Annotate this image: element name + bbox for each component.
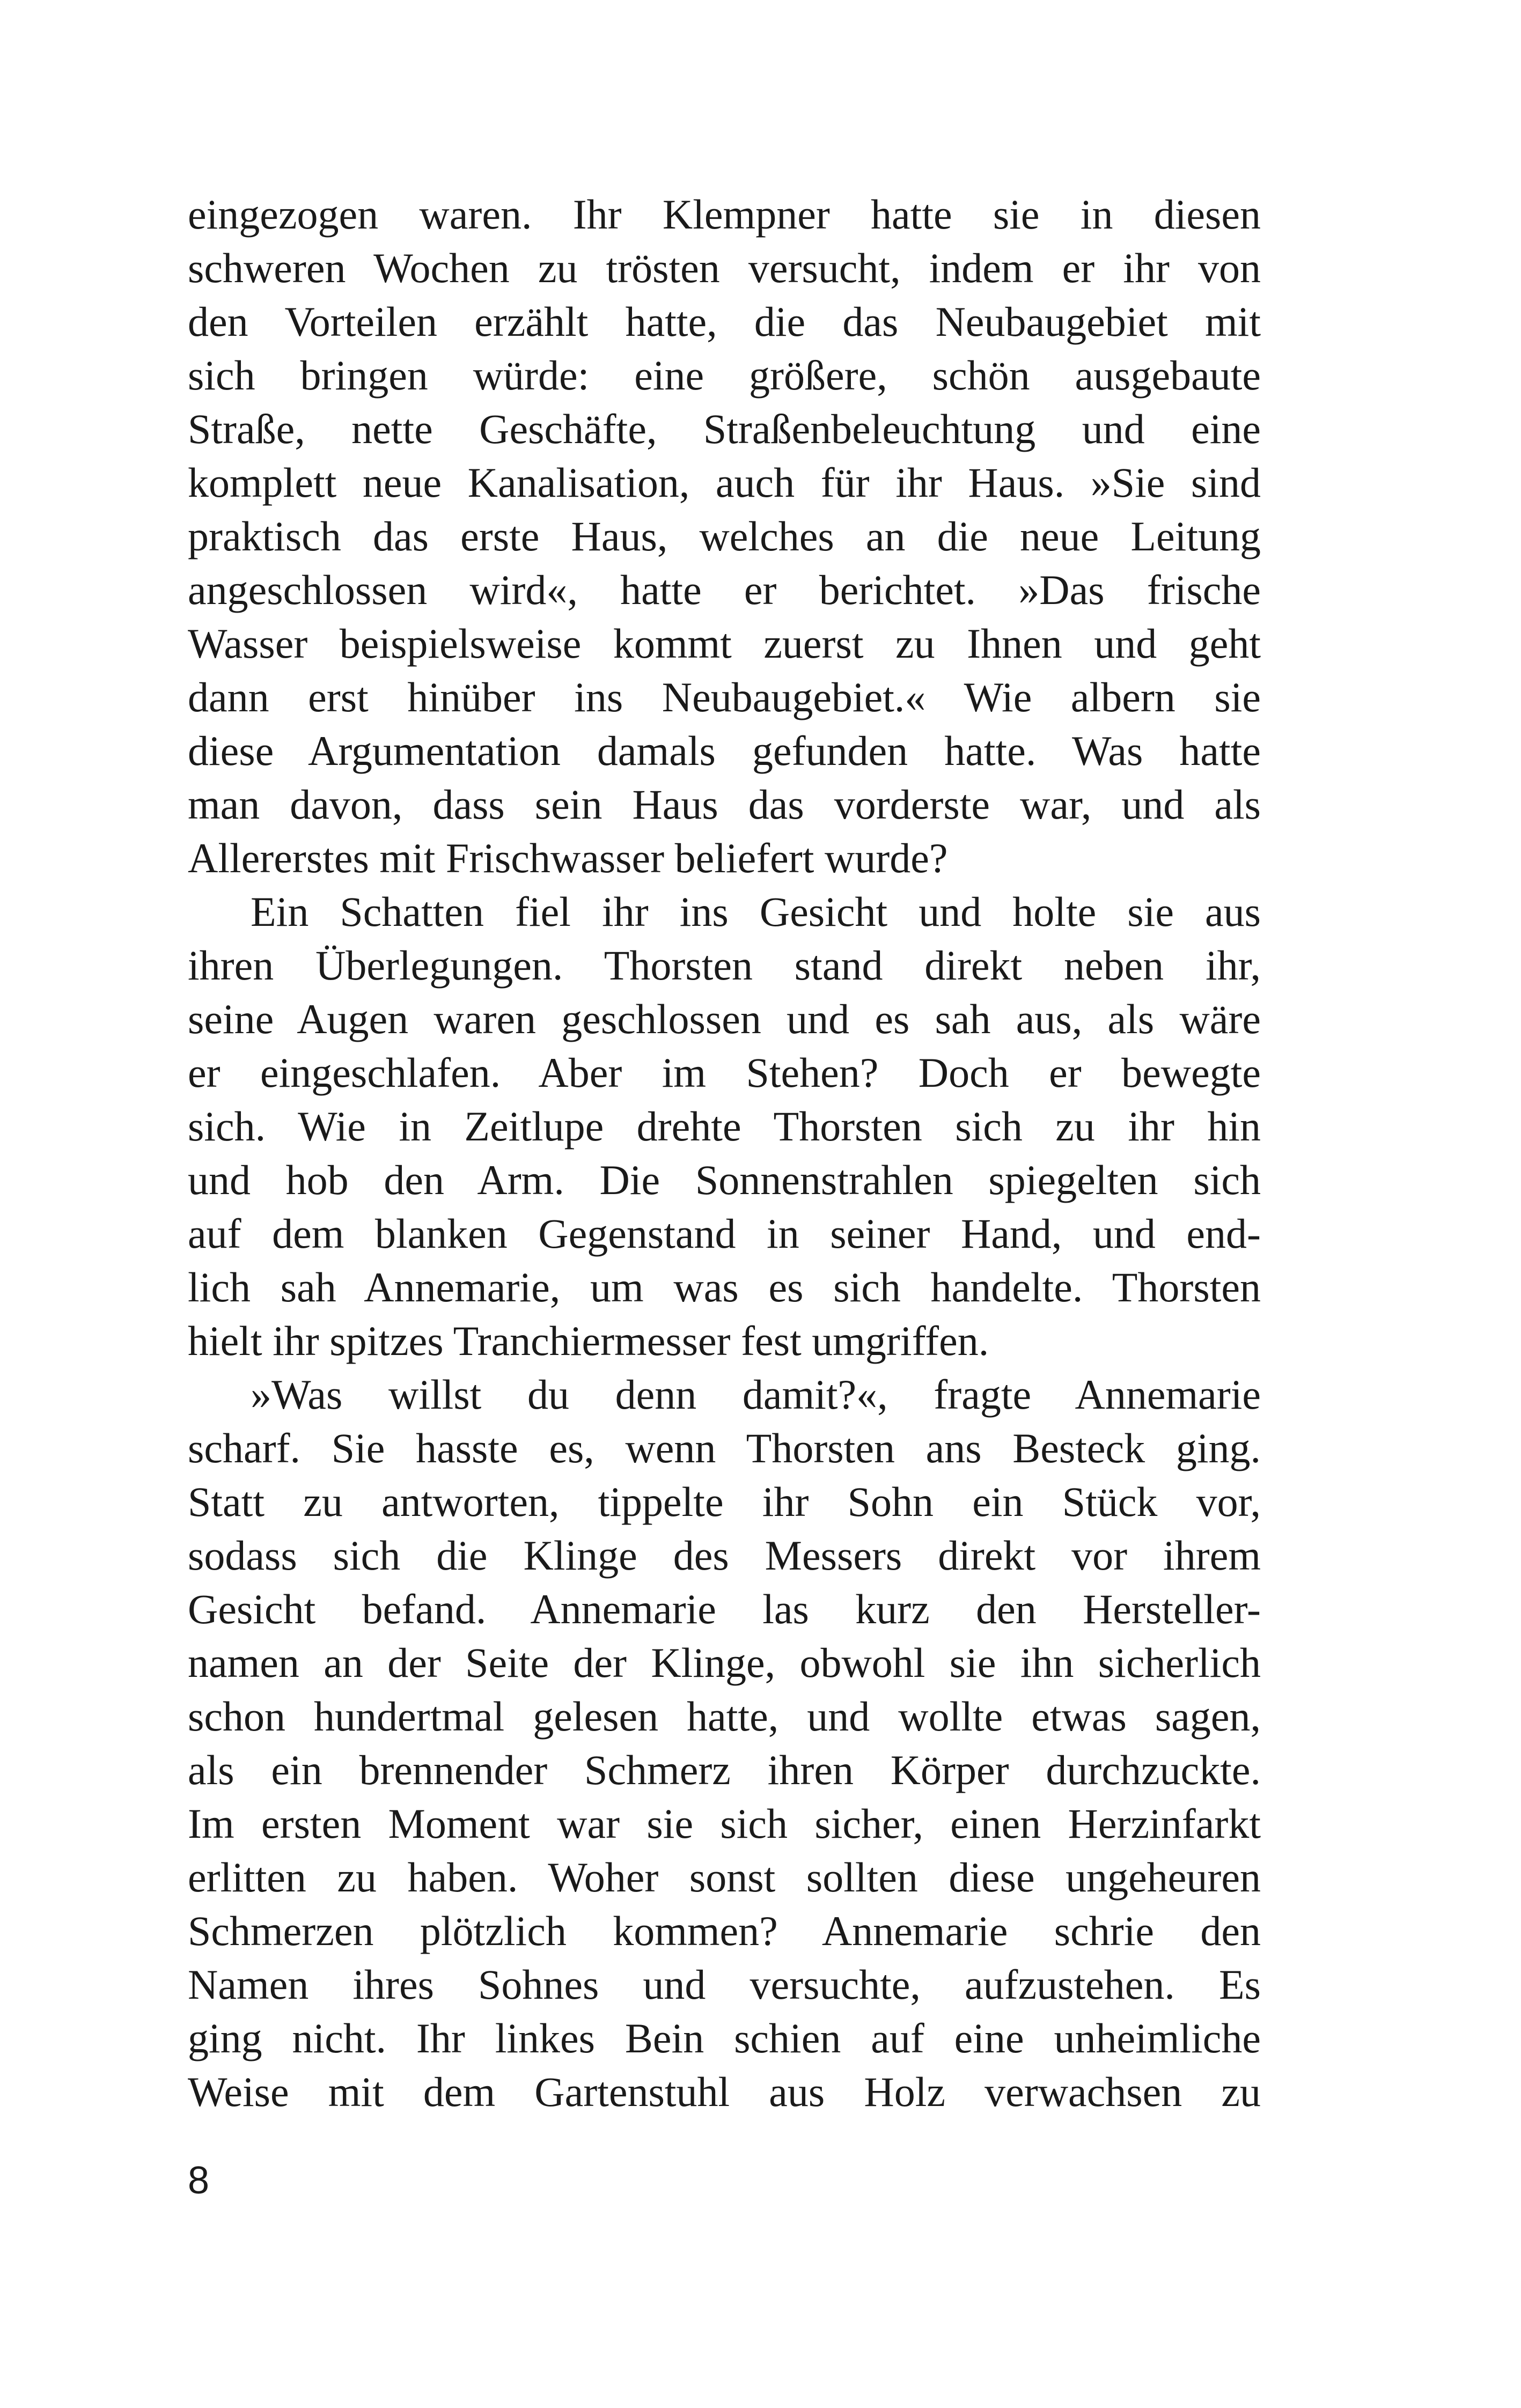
text-line: ihren Überlegungen. Thorsten stand direkt neben ihr, — [188, 942, 1261, 989]
text-line: sodass sich die Klinge des Messers direkt vor ihrem — [188, 1532, 1261, 1579]
text-line: dann erst hinüber ins Neubaugebiet.« Wie albern sie — [188, 674, 1261, 720]
text-line: Namen ihres Sohnes und versuchte, aufzustehen. Es — [188, 1961, 1261, 2008]
text-line: sich. Wie in Zeitlupe drehte Thorsten sich zu ihr hin — [188, 1103, 1261, 1150]
text-line: Schmerzen plötzlich kommen? Annemarie schrie den — [188, 1908, 1261, 1954]
text-line: er eingeschlafen. Aber im Stehen? Doch er bewegte — [188, 1049, 1261, 1096]
text-line: Ein Schatten fiel ihr ins Gesicht und holte sie aus — [251, 888, 1261, 935]
text-line: man davon, dass sein Haus das vorderste war, und als — [188, 781, 1261, 828]
text-line: den Vorteilen erzählt hatte, die das Neubaugebiet mit — [188, 298, 1261, 345]
body-text — [188, 188, 1261, 2119]
text-line: eingezogen waren. Ihr Klempner hatte sie in diesen — [188, 191, 1261, 238]
text-line: praktisch das erste Haus, welches an die neue Leitung — [188, 513, 1261, 559]
page-number: 8 — [188, 2159, 210, 2202]
text-line: Statt zu antworten, tippelte ihr Sohn ein Stück vor, — [188, 1478, 1261, 1525]
paragraph — [188, 1368, 1261, 2119]
text-line: namen an der Seite der Klinge, obwohl sie ihn sicherlich — [188, 1639, 1261, 1686]
text-line: seine Augen waren geschlossen und es sah aus, als wäre — [188, 996, 1261, 1042]
text-line: hielt ihr spitzes Tranchiermesser fest umgriffen. — [188, 1317, 989, 1364]
text-line: Allererstes mit Frischwasser beliefert wurde? — [188, 835, 948, 881]
text-line: diese Argumentation damals gefunden hatte. Was hatte — [188, 727, 1261, 774]
text-line: angeschlossen wird«, hatte er berichtet. »Das frische — [188, 566, 1261, 613]
text-line: »Was willst du denn damit?«, fragte Annemarie — [251, 1371, 1261, 1418]
text-line: ging nicht. Ihr linkes Bein schien auf eine unheimliche — [188, 2015, 1261, 2061]
text-line: schweren Wochen zu trösten versucht, indem er ihr von — [188, 245, 1261, 291]
text-line: als ein brennender Schmerz ihren Körper durchzuckte. — [188, 1747, 1261, 1793]
paragraph — [188, 188, 1261, 885]
text-line: erlitten zu haben. Woher sonst sollten diese ungeheuren — [188, 1854, 1261, 1901]
text-line: Straße, nette Geschäfte, Straßenbeleuchtung und eine — [188, 406, 1261, 452]
text-line: Weise mit dem Gartenstuhl aus Holz verwachsen zu — [188, 2068, 1261, 2115]
text-line: schon hundertmal gelesen hatte, und wollte etwas sagen, — [188, 1693, 1261, 1740]
text-line: auf dem blanken Gegenstand in seiner Hand, und end- — [188, 1210, 1261, 1257]
paragraph — [188, 885, 1261, 1368]
text-line: Im ersten Moment war sie sich sicher, einen Herzinfarkt — [188, 1800, 1261, 1847]
text-line: Gesicht befand. Annemarie las kurz den Hersteller- — [188, 1586, 1261, 1632]
text-line: scharf. Sie hasste es, wenn Thorsten ans Besteck ging. — [188, 1425, 1261, 1471]
text-line: sich bringen würde: eine größere, schön ausgebaute — [188, 352, 1261, 399]
text-line: und hob den Arm. Die Sonnenstrahlen spiegelten sich — [188, 1157, 1261, 1203]
text-line: lich sah Annemarie, um was es sich handelte. Thorsten — [188, 1264, 1261, 1310]
text-line: Wasser beispielsweise kommt zuerst zu Ihnen und geht — [188, 620, 1261, 667]
text-line: komplett neue Kanalisation, auch für ihr Haus. »Sie sind — [188, 459, 1261, 506]
